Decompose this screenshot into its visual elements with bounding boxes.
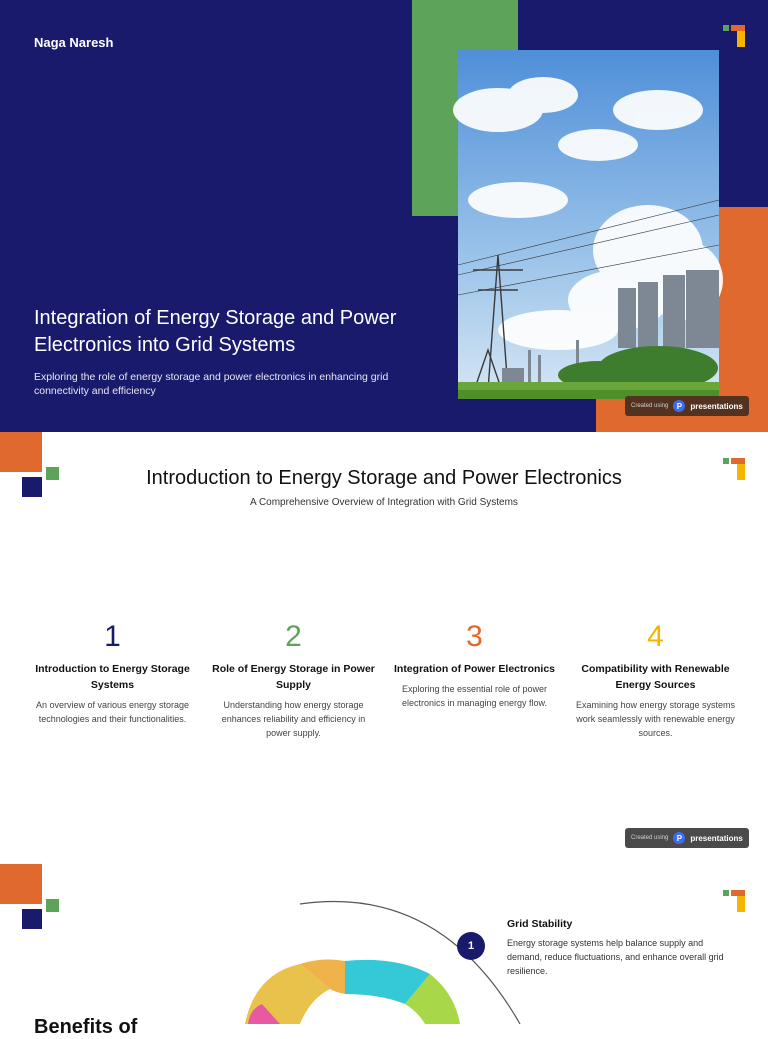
power-plant-photo: [458, 50, 719, 399]
badge-caption: Created using: [631, 835, 669, 841]
list-item: [22, 617, 203, 740]
slide-title: Integration of Energy Storage and Power Electronics into Grid Systems: [34, 307, 397, 356]
title-slide: [0, 0, 768, 432]
slide-title: Introduction to Energy Storage and Power Electronics: [146, 467, 622, 489]
created-using-badge[interactable]: [625, 396, 749, 416]
item-heading: Role of Energy Storage in Power Supply: [212, 663, 375, 691]
item-number: 2: [285, 620, 302, 653]
item-heading: Integration of Power Electronics: [393, 663, 556, 675]
presentations-logo-icon: P: [673, 832, 685, 844]
item-description: An overview of various energy storage technologies and their functionalities.: [35, 700, 190, 724]
agenda-list: [22, 617, 746, 740]
author-name: Naga Naresh: [34, 35, 114, 50]
item-number: 4: [647, 620, 664, 653]
brand-logo-icon: [723, 25, 745, 47]
item-number: 1: [104, 620, 121, 653]
step-badge: 1: [457, 932, 485, 960]
item-heading: Compatibility with Renewable Energy Sources: [581, 663, 730, 691]
step-heading: Grid Stability: [507, 918, 573, 930]
item-number: 3: [466, 620, 483, 653]
benefits-slide: [0, 864, 768, 1038]
presentations-logo-icon: P: [673, 400, 685, 412]
badge-brand: presentations: [690, 401, 743, 411]
slide-title: Benefits of: [34, 1016, 138, 1038]
item-description: Understanding how energy storage enhances reliability and efficiency in power supply.: [221, 700, 366, 738]
item-heading: Introduction to Energy Storage Systems: [35, 663, 190, 691]
slide-subtitle: A Comprehensive Overview of Integration with Grid Systems: [250, 497, 518, 508]
list-item: [203, 617, 384, 740]
item-description: Examining how energy storage systems work seamlessly with renewable energy sources.: [575, 700, 736, 738]
list-item: [565, 617, 746, 740]
slide-subtitle: Exploring the role of energy storage and power electronics in enhancing grid connectivity and efficiency: [34, 371, 389, 397]
created-using-badge[interactable]: [625, 828, 749, 848]
badge-brand: presentations: [690, 833, 743, 843]
item-description: Exploring the essential role of power electronics in managing energy flow.: [401, 684, 548, 708]
list-item: [384, 617, 565, 740]
badge-caption: Created using: [631, 403, 669, 409]
step-description: Energy storage systems help balance supply and demand, reduce fluctuations, and enhance overall grid resilience.: [507, 938, 724, 976]
agenda-slide: [0, 432, 768, 864]
